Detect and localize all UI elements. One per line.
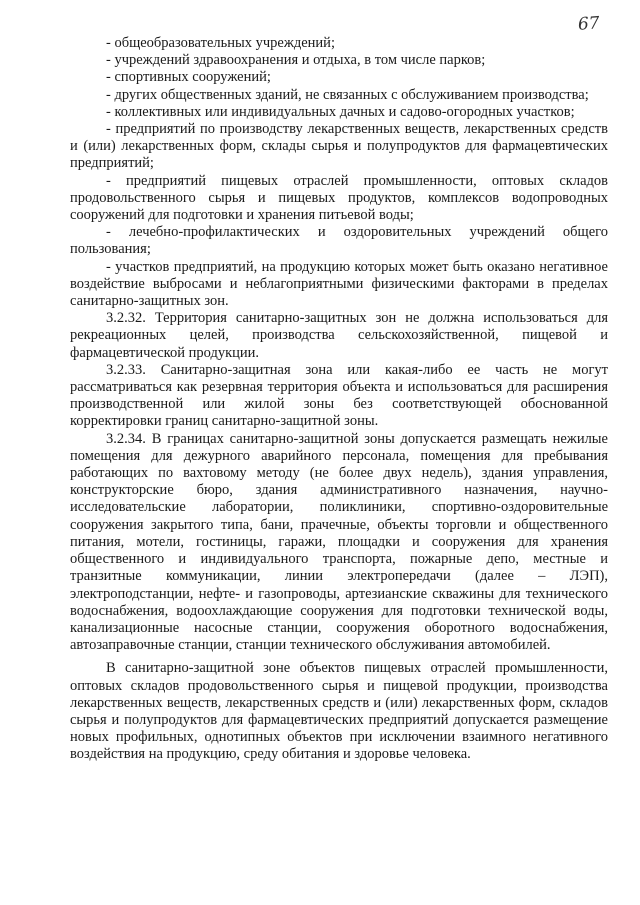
clause-3-2-32: 3.2.32. Территория санитарно-защитных зон не должна использоваться для рекреационных целей, производства сельскохозяйственной, пищевой и фармацевтической продукции. xyxy=(70,310,608,361)
clause-3-2-33: 3.2.33. Санитарно-защитная зона или какая-либо ее часть не могут рассматриваться как резервная территория объекта и использоваться для расширения производственной или жилой зоны без соответствующей обоснованной корректировки границ санитарно-защитной зоны. xyxy=(70,361,608,430)
list-item-pharma-enterprises: - предприятий по производству лекарственных веществ, лекарственных средств и (или) лекарственных форм, склады сырья и полупродуктов для фармацевтических предприятий; xyxy=(70,121,608,172)
clause-3-2-34: 3.2.34. В границах санитарно-защитной зоны допускается размещать нежилые помещения для дежурного аварийного персонала, помещения для пребывания работающих по вахтовому методу (не более двух недель), здания управления, конструкторские бюро, здания административного назначения, научно-исследовательские лаборатории, поликлиники, спортивно-оздоровительные сооружения закрытого типа, бани, прачечные, объекты торговли и общественного питания, мотели, гостиницы, гаражи, площадки и сооружения для хранения общественного и индивидуального транспорта, пожарные депо, местные и транзитные коммуникации, линии электропередачи (далее – ЛЭП), электроподстанции, нефте- и газопроводы, артезианские скважины для технического водоснабжения, водоохлаждающие сооружения для подготовки технической воды, канализационные насосные станции, сооружения оборотного водоснабжения, автозаправочные станции, станции технического обслуживания автомобилей. xyxy=(70,430,608,654)
list-item-schools: - общеобразовательных учреждений; xyxy=(106,35,335,51)
list-item-garden-plots: - коллективных или индивидуальных дачных и садово-огородных участков; xyxy=(106,103,575,120)
list-item-food-industry: - предприятий пищевых отраслей промышленности, оптовых складов продовольственного сырья и пищевых продуктов, комплексов водопроводных сооружений для подготовки и хранения питьевой воды; xyxy=(70,172,608,224)
list-item-public-buildings: - других общественных зданий, не связанных с обслуживанием производства; xyxy=(106,86,589,103)
list-item-enterprise-sites: - участков предприятий, на продукцию которых может быть оказано негативное воздействие выбросами и неблагоприятными физическими факторами в пределах санитарно-защитных зон. xyxy=(70,258,608,310)
list-item-sports-facilities: - спортивных сооружений; xyxy=(106,69,271,86)
page-number: 67 xyxy=(577,13,601,35)
list-item-health-institutions: - учреждений здравоохранения и отдыха, в том числе парков; xyxy=(106,52,486,69)
list-item-medical-institutions: - лечебно-профилактических и оздоровительных учреждений общего пользования; xyxy=(70,224,608,258)
closing-paragraph: В санитарно-защитной зоне объектов пищевых отраслей промышленности, оптовых складов продовольственного сырья и пищевой продукции, производства лекарственных веществ, лекарственных средств и (или) лекарственных форм, складов сырья и полупродуктов для фармацевтических предприятий допускается размещение новых профильных, однотипных объектов при исключении взаимного негативного воздействия на продукцию, среду обитания и здоровье человека. xyxy=(70,660,608,763)
document-body xyxy=(70,35,608,764)
